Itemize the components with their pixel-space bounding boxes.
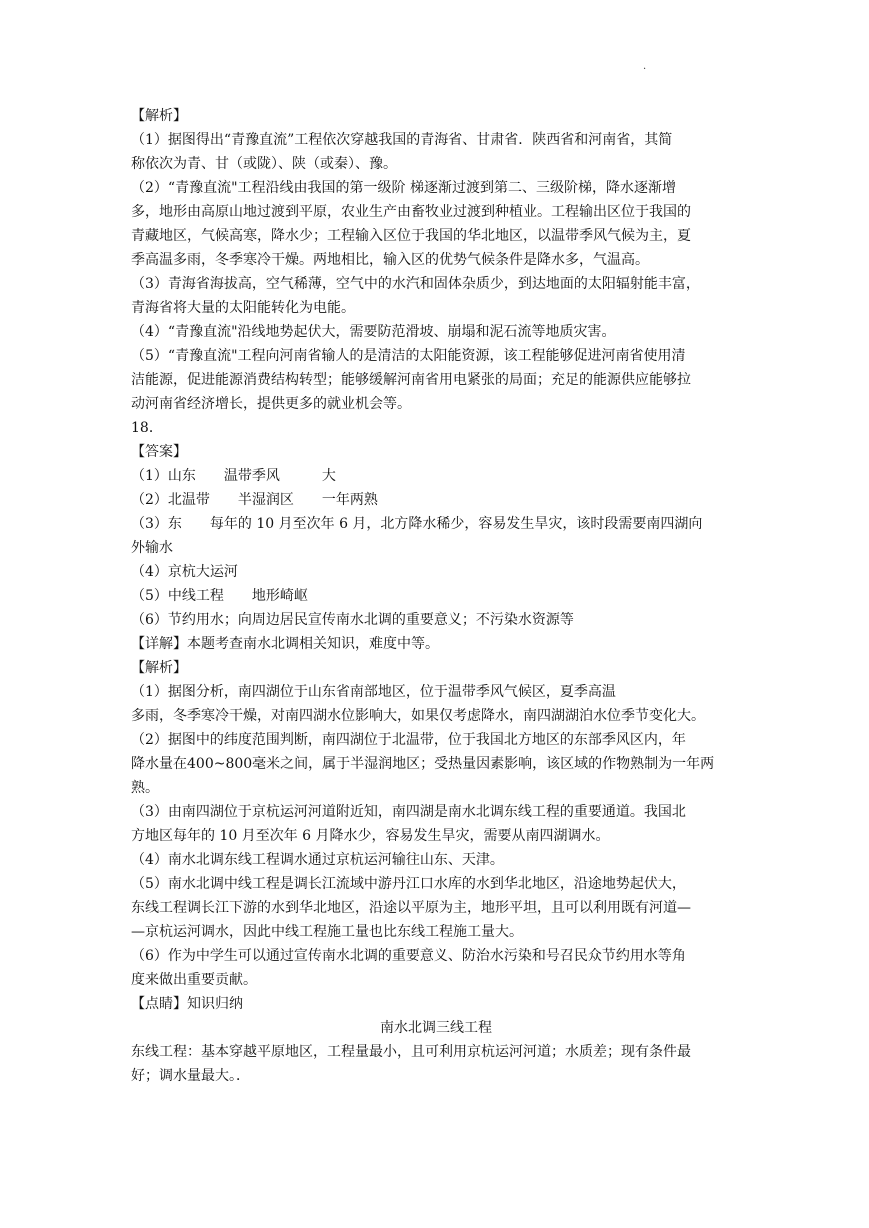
text-line: （6）作为中学生可以通过宣传南水北调的重要意义、防治水污染和号召民众节约用水等角 xyxy=(131,948,686,964)
document-body xyxy=(131,104,741,1088)
text-line: （1）据图分析，南四湖位于山东省南部地区，位于温带季风气候区，夏季高温 xyxy=(131,684,616,700)
text-line: 称依次为青、甘（或陇）、陕（或秦）、豫。 xyxy=(131,156,397,172)
section-title: 南水北调三线工程 xyxy=(380,1020,492,1036)
text-line: 动河南省经济增长，提供更多的就业机会等。 xyxy=(131,396,411,412)
text-line: 东线工程：基本穿越平原地区，工程量最小，且可利用京杭运河河道；水质差；现有条件最 xyxy=(131,1044,691,1060)
text-line: （4）“青豫直流"沿线地势起伏大，需要防范滑坡、崩塌和泥石流等地质灾害。 xyxy=(131,324,616,340)
text-line: （6）节约用水；向周边居民宣传南水北调的重要意义；不污染水资源等 xyxy=(131,612,574,628)
text-line: （3）青海省海拔高，空气稀薄，空气中的水汽和固体杂质少，到达地面的太阳辐射能丰富， xyxy=(131,276,700,292)
analysis-heading: 【解析】 xyxy=(131,660,187,676)
header-mark: . xyxy=(643,61,647,72)
text-line: 【解析】 xyxy=(131,108,187,124)
text-line: 度来做出重要贡献。 xyxy=(131,972,257,988)
text-line: （5）“青豫直流"工程向河南省输人的是清洁的太阳能资源，该工程能够促进河南省使用清 xyxy=(131,348,686,364)
text-line: 多，地形由高原山地过渡到平原，农业生产由畜牧业过渡到种植业。工程输出区位于我国的 xyxy=(131,204,691,220)
text-line: 好；调水量最大。． xyxy=(131,1068,250,1084)
text-line: 青海省将大量的太阳能转化为电能。 xyxy=(131,300,355,316)
text-line: 青藏地区，气候高寒，降水少；工程输入区位于我国的华北地区，以温带季风气候为主，夏 xyxy=(131,228,691,244)
text-line: （4）京杭大运河 xyxy=(131,564,238,580)
text-line: 【点睛】知识归纳 xyxy=(131,996,243,1012)
text-line: 洁能源，促进能源消费结构转型；能够缓解河南省用电紧张的局面；充足的能源供应能够拉 xyxy=(131,372,691,388)
text-line: 外输水 xyxy=(131,540,173,556)
text-line: （1）山东 温带季风 大 xyxy=(131,468,336,484)
text-line: 多雨，冬季寒冷干燥，对南四湖水位影响大，如果仅考虑降水，南四湖湖泊水位季节变化大。 xyxy=(131,708,705,724)
text-line: （1）据图得出“青豫直流”工程依次穿越我国的青海省、甘肃省．陕西省和河南省，其简 xyxy=(131,132,673,148)
text-line: （5）南水北调中线工程是调长江流域中游丹江口水库的水到华北地区，沿途地势起伏大， xyxy=(131,876,686,892)
text-line: （2）北温带 半湿润区 一年两熟 xyxy=(131,492,378,508)
text-line: （4）南水北调东线工程调水通过京杭运河输往山东、天津。 xyxy=(131,852,504,868)
text-line: 东线工程调长江下游的水到华北地区，沿途以平原为主，地形平坦，且可以利用既有河道— xyxy=(131,900,691,916)
text-line: （2）据图中的纬度范围判断，南四湖位于北温带，位于我国北方地区的东部季风区内，年 xyxy=(131,732,686,748)
text-line: —京杭运河调水，因此中线工程施工量也比东线工程施工量大。 xyxy=(131,924,523,940)
detail-heading: 【详解】本题考查南水北调相关知识，难度中等。 xyxy=(131,636,439,652)
answer-heading: 【答案】 xyxy=(131,444,187,460)
text-line: （3）由南四湖位于京杭运河河道附近知，南四湖是南水北调东线工程的重要通道。我国北 xyxy=(131,804,686,820)
text-line: 季高温多雨，冬季寒冷干燥。两地相比，输入区的优势气候条件是降水多，气温高。 xyxy=(131,252,649,268)
text-line: 方地区每年的 10 月至次年 6 月降水少，容易发生旱灾，需要从南四湖调水。 xyxy=(131,828,610,844)
text-line: （5）中线工程 地形崎岖 xyxy=(131,588,308,604)
text-line: 降水量在400~800毫米之间，属于半湿润地区；受热量因素影响，该区域的作物熟制为一年两 xyxy=(131,756,715,772)
text-line: （2）“青豫直流"工程沿线由我国的第一级阶 梯逐渐过渡到第二、三级阶梯，降水逐渐增 xyxy=(131,180,676,196)
text-line: （3）东 每年的 10 月至次年 6 月，北方降水稀少，容易发生旱灾，该时段需要南四湖向 xyxy=(131,516,703,532)
question-number: 18． xyxy=(131,420,163,436)
text-line: 熟。 xyxy=(131,780,159,796)
